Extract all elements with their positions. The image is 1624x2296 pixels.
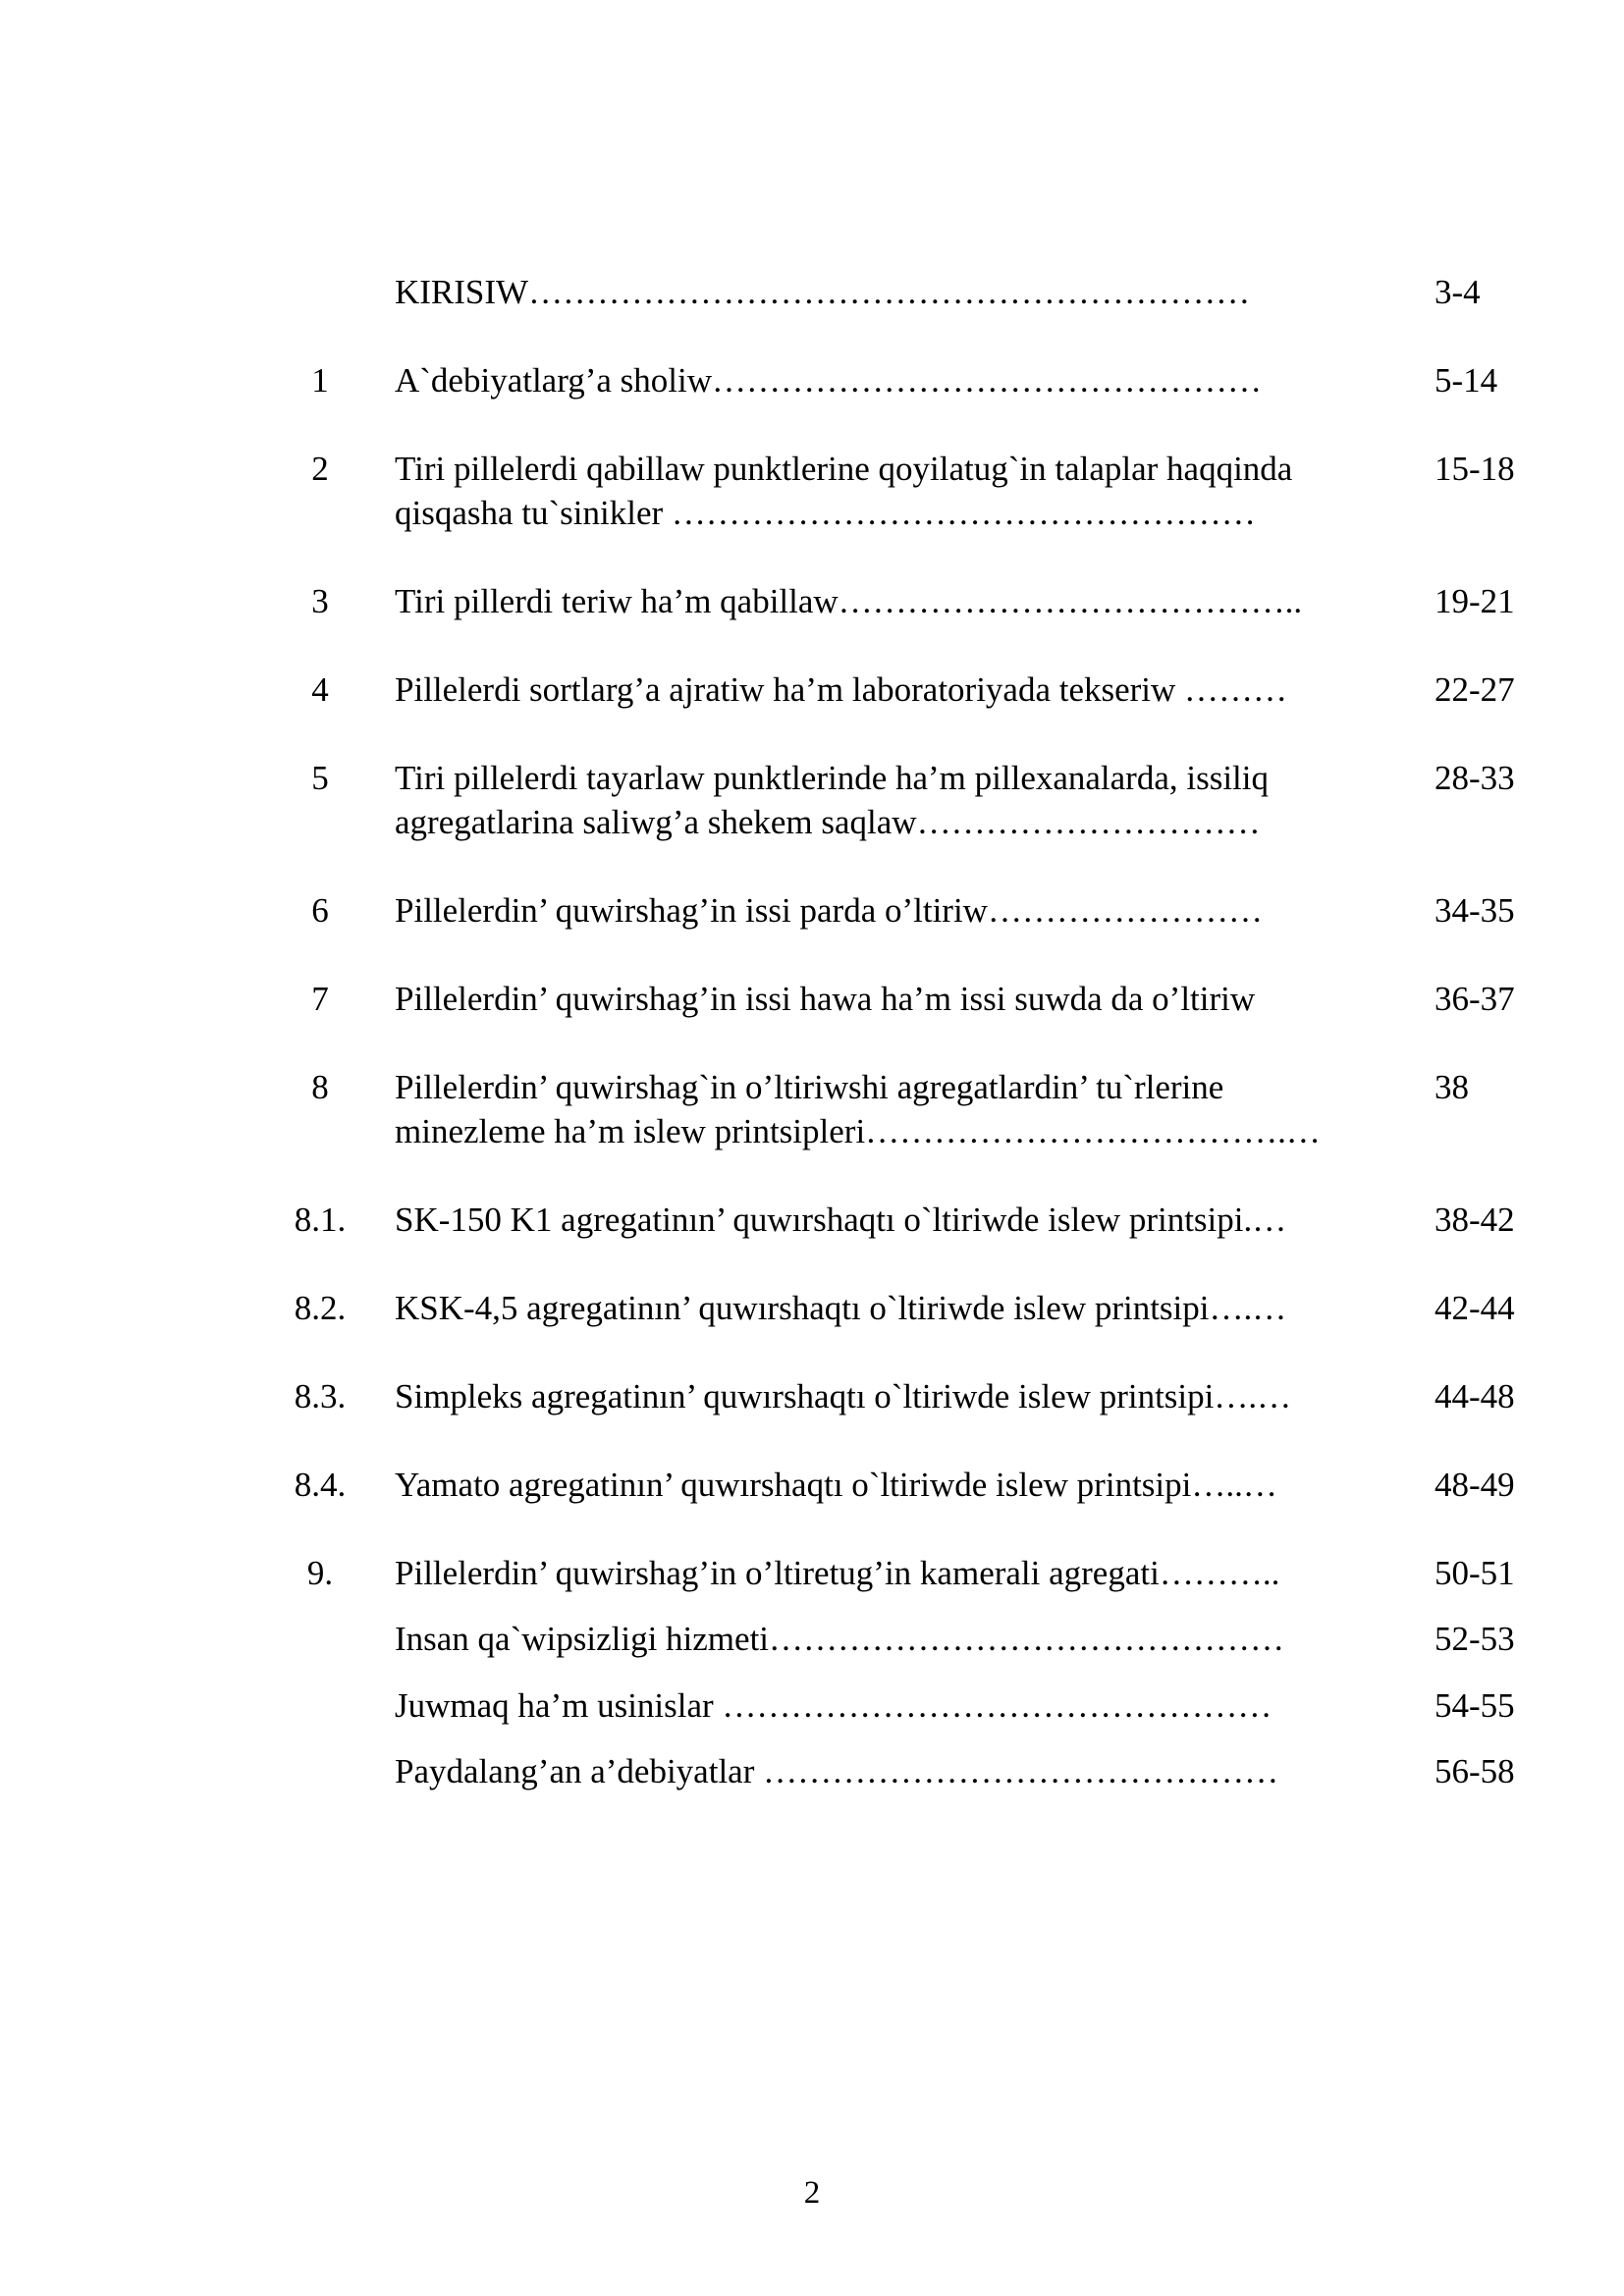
toc-entry-pages: 54-55 bbox=[1435, 1686, 1515, 1725]
toc-entry-title: KSK-4,5 agregatinın’ quwırshaqtı o`ltiriwde islew printsipi….… bbox=[395, 1289, 1287, 1327]
toc-entry-title: Simpleks agregatinın’ quwırshaqtı o`ltiriwde islew printsipi….… bbox=[395, 1377, 1292, 1415]
toc-entry-title: Tiri pillelerdi tayarlaw punktlerinde ha’m pillexanalarda, issiliq agregatlarina saliwg’a shekem saqlaw………………………… bbox=[395, 759, 1270, 841]
toc-entry-pages: 34-35 bbox=[1435, 891, 1515, 930]
toc-entry-title: SK-150 K1 agregatinın’ quwırshaqtı o`ltiriwde islew printsipi.… bbox=[395, 1201, 1287, 1239]
toc-entry-number: 8.4. bbox=[294, 1466, 347, 1504]
toc-entry-pages: 36-37 bbox=[1435, 980, 1515, 1018]
toc-entry-title: Juwmaq ha’m usinislar ………………………………………… bbox=[395, 1686, 1272, 1725]
toc-entry-pages: 52-53 bbox=[1435, 1620, 1515, 1658]
toc-entry-pages: 42-44 bbox=[1435, 1289, 1515, 1327]
toc-entry-title: Tiri pillerdi teriw ha’m qabillaw………………………………….. bbox=[395, 582, 1303, 620]
toc-entry-number: 8 bbox=[311, 1068, 329, 1106]
page-number: 2 bbox=[803, 2175, 821, 2211]
toc-entry-number: 6 bbox=[311, 891, 329, 930]
toc-entry-pages: 22-27 bbox=[1435, 670, 1515, 709]
toc-entry-pages: 50-51 bbox=[1435, 1554, 1515, 1592]
toc-entry-pages: 28-33 bbox=[1435, 759, 1515, 797]
toc-entry-number: 7 bbox=[311, 980, 329, 1018]
toc-entry-title: Yamato agregatinın’ quwırshaqtı o`ltiriwde islew printsipi…..… bbox=[395, 1466, 1277, 1504]
toc-entry-pages: 56-58 bbox=[1435, 1752, 1515, 1790]
toc-entry-number: 2 bbox=[311, 450, 329, 488]
toc-entry-title: A`debiyatlarg’a sholiw………………………………………… bbox=[395, 361, 1263, 400]
toc-entry-pages: 44-48 bbox=[1435, 1377, 1515, 1415]
toc-entry-pages: 3-4 bbox=[1435, 273, 1481, 311]
toc-entry-number: 1 bbox=[311, 361, 329, 400]
toc-entry-pages: 38 bbox=[1435, 1068, 1469, 1106]
toc-entry-number: 9. bbox=[306, 1554, 334, 1592]
toc-entry-title: Pillelerdin’ quwirshag`in o’ltiriwshi agregatlardin’ tu`rlerine minezleme ha’m islew printsipleri……………………………….… bbox=[395, 1068, 1321, 1150]
toc-entry-title: Pillelerdi sortlarg’a ajratiw ha’m laboratoriyada tekseriw ……… bbox=[395, 670, 1288, 709]
toc-entry-pages: 5-14 bbox=[1435, 361, 1498, 400]
toc-entry-number: 4 bbox=[311, 670, 329, 709]
toc-entry-pages: 15-18 bbox=[1435, 450, 1515, 488]
toc-entry-title: Pillelerdin’ quwirshag’in o’ltiretug’in kamerali agregati……….. bbox=[395, 1554, 1280, 1592]
toc-entry-number: 8.1. bbox=[294, 1201, 347, 1239]
toc-entry-title: Paydalang’an a’debiyatlar ……………………………………… bbox=[395, 1752, 1279, 1790]
toc-entry-title: Pillelerdin’ quwirshag’in issi parda o’ltiriw…………………… bbox=[395, 891, 1263, 930]
toc-entry-title: Insan qa`wipsizligi hizmeti……………………………………… bbox=[395, 1620, 1285, 1658]
toc-entry-title: Pillelerdin’ quwirshag’in issi hawa ha’m issi suwda da o’ltiriw bbox=[395, 980, 1256, 1018]
toc-entry-number: 8.3. bbox=[294, 1377, 347, 1415]
toc-entry-pages: 38-42 bbox=[1435, 1201, 1515, 1239]
toc-entry-pages: 48-49 bbox=[1435, 1466, 1515, 1504]
toc-entry-number: 5 bbox=[311, 759, 329, 797]
toc-entry-pages: 19-21 bbox=[1435, 582, 1515, 620]
toc-entry-number: 3 bbox=[311, 582, 329, 620]
toc-entry-number: 8.2. bbox=[294, 1289, 347, 1327]
toc-entry-title: Tiri pillelerdi qabillaw punktlerine qoyilatug`in talaplar haqqinda qisqasha tu`sinikler …………………………………………… bbox=[395, 450, 1293, 532]
toc-entry-title: KIRISIW……………………………………………………… bbox=[395, 273, 1251, 311]
